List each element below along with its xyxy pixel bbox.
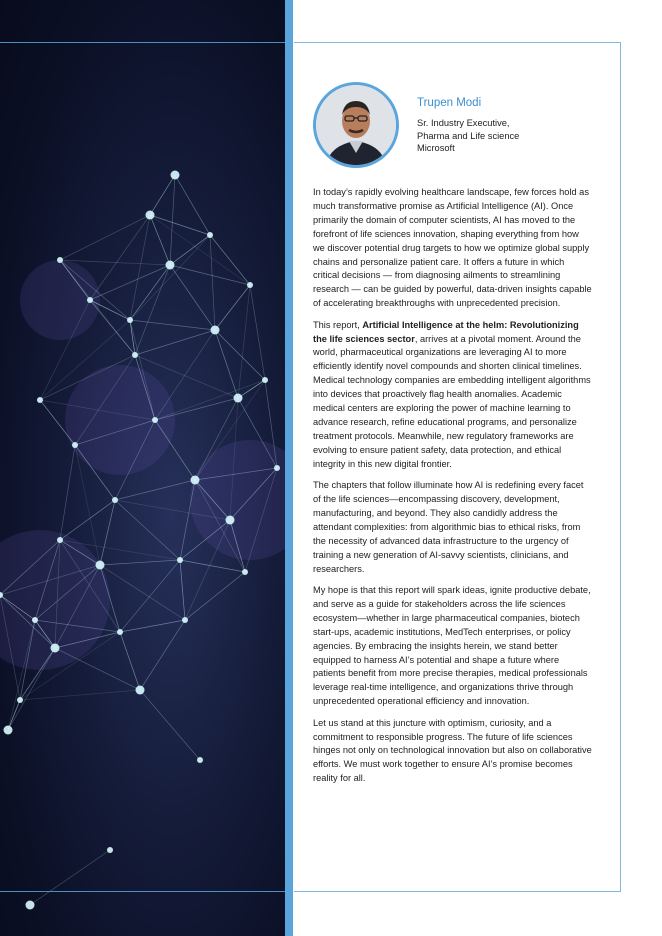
network-node xyxy=(274,465,280,471)
network-node xyxy=(211,326,220,335)
network-node xyxy=(146,211,155,220)
network-link xyxy=(150,215,250,285)
network-node xyxy=(87,297,93,303)
bottom-guide-line xyxy=(0,891,287,892)
network-node xyxy=(182,617,188,623)
network-link xyxy=(140,690,200,760)
network-node xyxy=(112,497,118,503)
network-link xyxy=(120,560,180,632)
network-node xyxy=(166,261,175,270)
network-link xyxy=(130,320,215,330)
network-link xyxy=(130,265,170,320)
network-link xyxy=(55,648,140,690)
network-node xyxy=(72,442,78,448)
network-node xyxy=(247,282,253,288)
network-node xyxy=(177,557,183,563)
network-link xyxy=(175,175,210,235)
network-plexus-image xyxy=(0,0,287,936)
network-link xyxy=(130,215,150,320)
network-node xyxy=(136,686,145,695)
author-title: Sr. Industry Executive, xyxy=(417,118,510,128)
network-link xyxy=(135,265,170,355)
network-node xyxy=(234,394,243,403)
paragraph-4: My hope is that this report will spark ideas, ignite productive debate, and serve as a guide for stakeholders across the life sciences ecosystem—whether in large pharmaceutical companies, biotech start-ups, academic institutions, MedTech enterprises, or policy agencies. By embracing the insights herein, we stand better equipped to harness AI’s potential and shape a future where patients benefit from more precise therapies, medical professionals leverage real-time intelligence, and organizations thrive through unprecedented operational efficiency and innovation. xyxy=(313,584,591,707)
author-company: Microsoft xyxy=(417,143,455,153)
network-link xyxy=(215,330,265,380)
paragraph-2-lead: This report, xyxy=(313,319,363,330)
network-node xyxy=(32,617,38,623)
network-node xyxy=(51,644,60,653)
paragraph-2 xyxy=(313,319,593,472)
haze-blob xyxy=(65,365,175,475)
network-node xyxy=(191,476,200,485)
network-link xyxy=(30,850,110,905)
network-link xyxy=(180,480,195,560)
network-node xyxy=(127,317,133,323)
network-link xyxy=(238,380,265,398)
network-link xyxy=(150,215,210,235)
network-link xyxy=(135,330,215,355)
paragraph-2-rest: , arrives at a pivotal moment. Around the world, pharmaceutical organizations are leveraging AI to more efficiently identify novel compounds and shorten clinical timelines. Medical technology companies are embedding intelligent algorithms into devices that proactively flag health anomalies. Academic medical centers are exploring the power of machine learning to advance research, refine educational programs, and personalize treatment protocols. Meanwhile, new regulatory frameworks are evolving to ensure patient safety, data protection, and ethical integrity in this new digital frontier. xyxy=(313,333,591,469)
network-link xyxy=(60,445,75,540)
report-title: Artificial Intelligence at the helm: Revolutionizing the life sciences sector xyxy=(313,319,579,344)
top-guide-line xyxy=(0,42,287,43)
network-node xyxy=(171,171,180,180)
network-node xyxy=(57,537,63,543)
network-node xyxy=(96,561,105,570)
network-link xyxy=(215,330,238,398)
network-link xyxy=(150,215,170,265)
network-link xyxy=(150,175,175,215)
network-link xyxy=(100,565,185,620)
network-node xyxy=(26,901,35,910)
network-link xyxy=(185,572,245,620)
paragraph-3: The chapters that follow illuminate how AI is redefining every facet of the life sciences—encompassing discovery, development, manufacturing, and beyond. They also candidly address the attendant complexities: from algorithmic bias to ethical risks, from the necessity of advanced data infrastructure to the urgency of training a new generation of AI-savvy scientists, clinicians, and researchers. xyxy=(313,480,584,574)
network-link xyxy=(120,620,185,632)
network-node xyxy=(4,726,13,735)
network-link xyxy=(210,235,215,330)
network-link xyxy=(100,560,180,565)
network-node xyxy=(207,232,213,238)
haze-blob xyxy=(190,440,287,560)
paragraph-1: In today’s rapidly evolving healthcare landscape, few forces hold as much transformative promise as Artificial Intelligence (AI). Once primarily the domain of computer scientists, AI has moved to the forefront of life sciences innovation, shaping everything from how we discover potential drug targets to how we optimize global supply chains and personalize patient care. It offers a future in which critical decisions — from diagnosing ailments to streamlining research — can be guided by powerful, data-driven insights capable of accelerating breakthroughs with unprecedented precision. xyxy=(313,187,592,309)
network-link xyxy=(20,690,140,700)
network-node xyxy=(242,569,248,575)
network-node xyxy=(17,697,23,703)
network-node xyxy=(197,757,203,763)
network-node xyxy=(107,847,113,853)
network-link xyxy=(250,285,265,380)
network-node xyxy=(226,516,235,525)
author-portrait xyxy=(313,82,399,168)
foreword-body xyxy=(313,186,593,794)
author-name: Trupen Modi xyxy=(417,97,482,109)
network-node xyxy=(262,377,268,383)
paragraph-5: Let us stand at this juncture with optimism, curiosity, and a commitment to responsible progress. The future of life sciences hinges not only on technological innovation but also on collaborative efforts. We must work together to ensure AI’s promise becomes reality for all. xyxy=(313,717,592,784)
network-link xyxy=(115,480,195,500)
network-node xyxy=(132,352,138,358)
plexus-graphic xyxy=(0,0,287,936)
network-node xyxy=(117,629,123,635)
author-role xyxy=(417,117,597,155)
network-link xyxy=(140,620,185,690)
network-link xyxy=(180,560,245,572)
network-node xyxy=(37,397,43,403)
network-link xyxy=(215,285,250,330)
accent-stripe xyxy=(285,0,293,936)
network-link xyxy=(100,500,115,565)
network-link xyxy=(238,285,250,398)
network-link xyxy=(170,175,175,265)
author-department: Pharma and Life science xyxy=(417,130,520,141)
network-link xyxy=(180,560,185,620)
network-link xyxy=(170,235,210,265)
network-node xyxy=(57,257,63,263)
network-link xyxy=(210,235,250,285)
network-link xyxy=(60,215,150,260)
network-node xyxy=(152,417,158,423)
portrait-icon xyxy=(316,85,396,165)
